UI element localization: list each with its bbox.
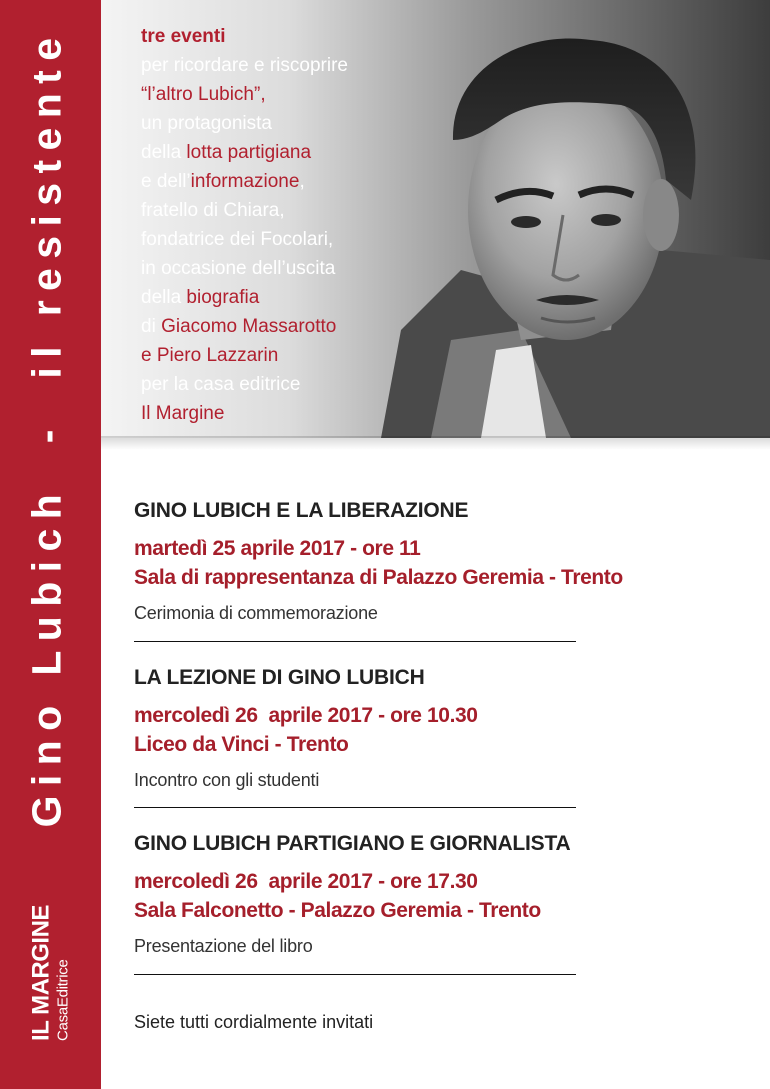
divider [134,641,576,642]
vertical-title: Gino Lubich - il resistente [23,28,70,828]
intro-line-12: e Piero Lazzarin [141,345,279,366]
intro-line-2: per ricordare e riscoprire [141,55,348,76]
intro-line-14: Il Margine [141,403,225,424]
hero-banner [101,0,770,438]
intro-line-10-a: della [141,287,187,308]
intro-line-6-b: informazione [190,171,300,192]
intro-line-6 [141,167,348,196]
intro-line-7: fratello di Chiara, [141,200,285,221]
intro-line-11-a: di [141,316,162,337]
event-datetime: martedì 25 aprile 2017 - ore 11 [134,537,421,560]
event-datetime: mercoledì 26 aprile 2017 - ore 10.30 [134,704,478,727]
event-location: Liceo da Vinci - Trento [134,733,349,756]
event-title: LA LEZIONE DI GINO LUBICH [134,666,425,689]
event-datetime: mercoledì 26 aprile 2017 - ore 17.30 [134,870,478,893]
intro-line-13: per la casa editrice [141,374,301,395]
publisher-logo [27,905,72,1041]
intro-line-5-b: lotta partigiana [186,142,312,163]
intro-line-5-a: della [141,142,187,163]
divider [134,974,576,975]
intro-line-8: fondatrice dei Focolari, [141,229,334,250]
event-3 [134,829,571,958]
divider [134,807,576,808]
event-description: Incontro con gli studenti [134,770,320,790]
event-location: Sala Falconetto - Palazzo Geremia - Trento [134,899,541,922]
intro-line-11 [141,312,348,341]
intro-line-6-c: , [299,171,305,192]
intro-line-3: “l’altro Lubich”, [141,84,266,105]
publisher-subtitle: CasaEditrice [54,959,72,1041]
event-description: Cerimonia di commemorazione [134,603,378,623]
intro-line-1: tre eventi [141,26,226,47]
event-1 [134,496,623,625]
intro-line-9: in occasione dell’uscita [141,258,336,279]
event-location: Sala di rappresentanza di Palazzo Geremia - Trento [134,566,623,589]
publisher-name: IL MARGINE [27,905,55,1041]
sidebar [0,0,101,1089]
intro-line-6-a: e dell’ [141,171,191,192]
intro-line-5 [141,138,348,167]
closing-invitation: Siete tutti cordialmente invitati [134,1012,374,1032]
intro-line-4: un protagonista [141,113,272,134]
intro-line-10-b: biografia [186,287,260,308]
event-title: GINO LUBICH PARTIGIANO E GIORNALISTA [134,832,571,855]
intro-line-10 [141,283,348,312]
event-title: GINO LUBICH E LA LIBERAZIONE [134,499,469,522]
event-description: Presentazione del libro [134,936,313,956]
intro-line-11-b: Giacomo Massarotto [161,316,337,337]
intro-text [141,22,348,428]
event-2 [134,663,478,792]
hero-shadow [101,436,770,450]
